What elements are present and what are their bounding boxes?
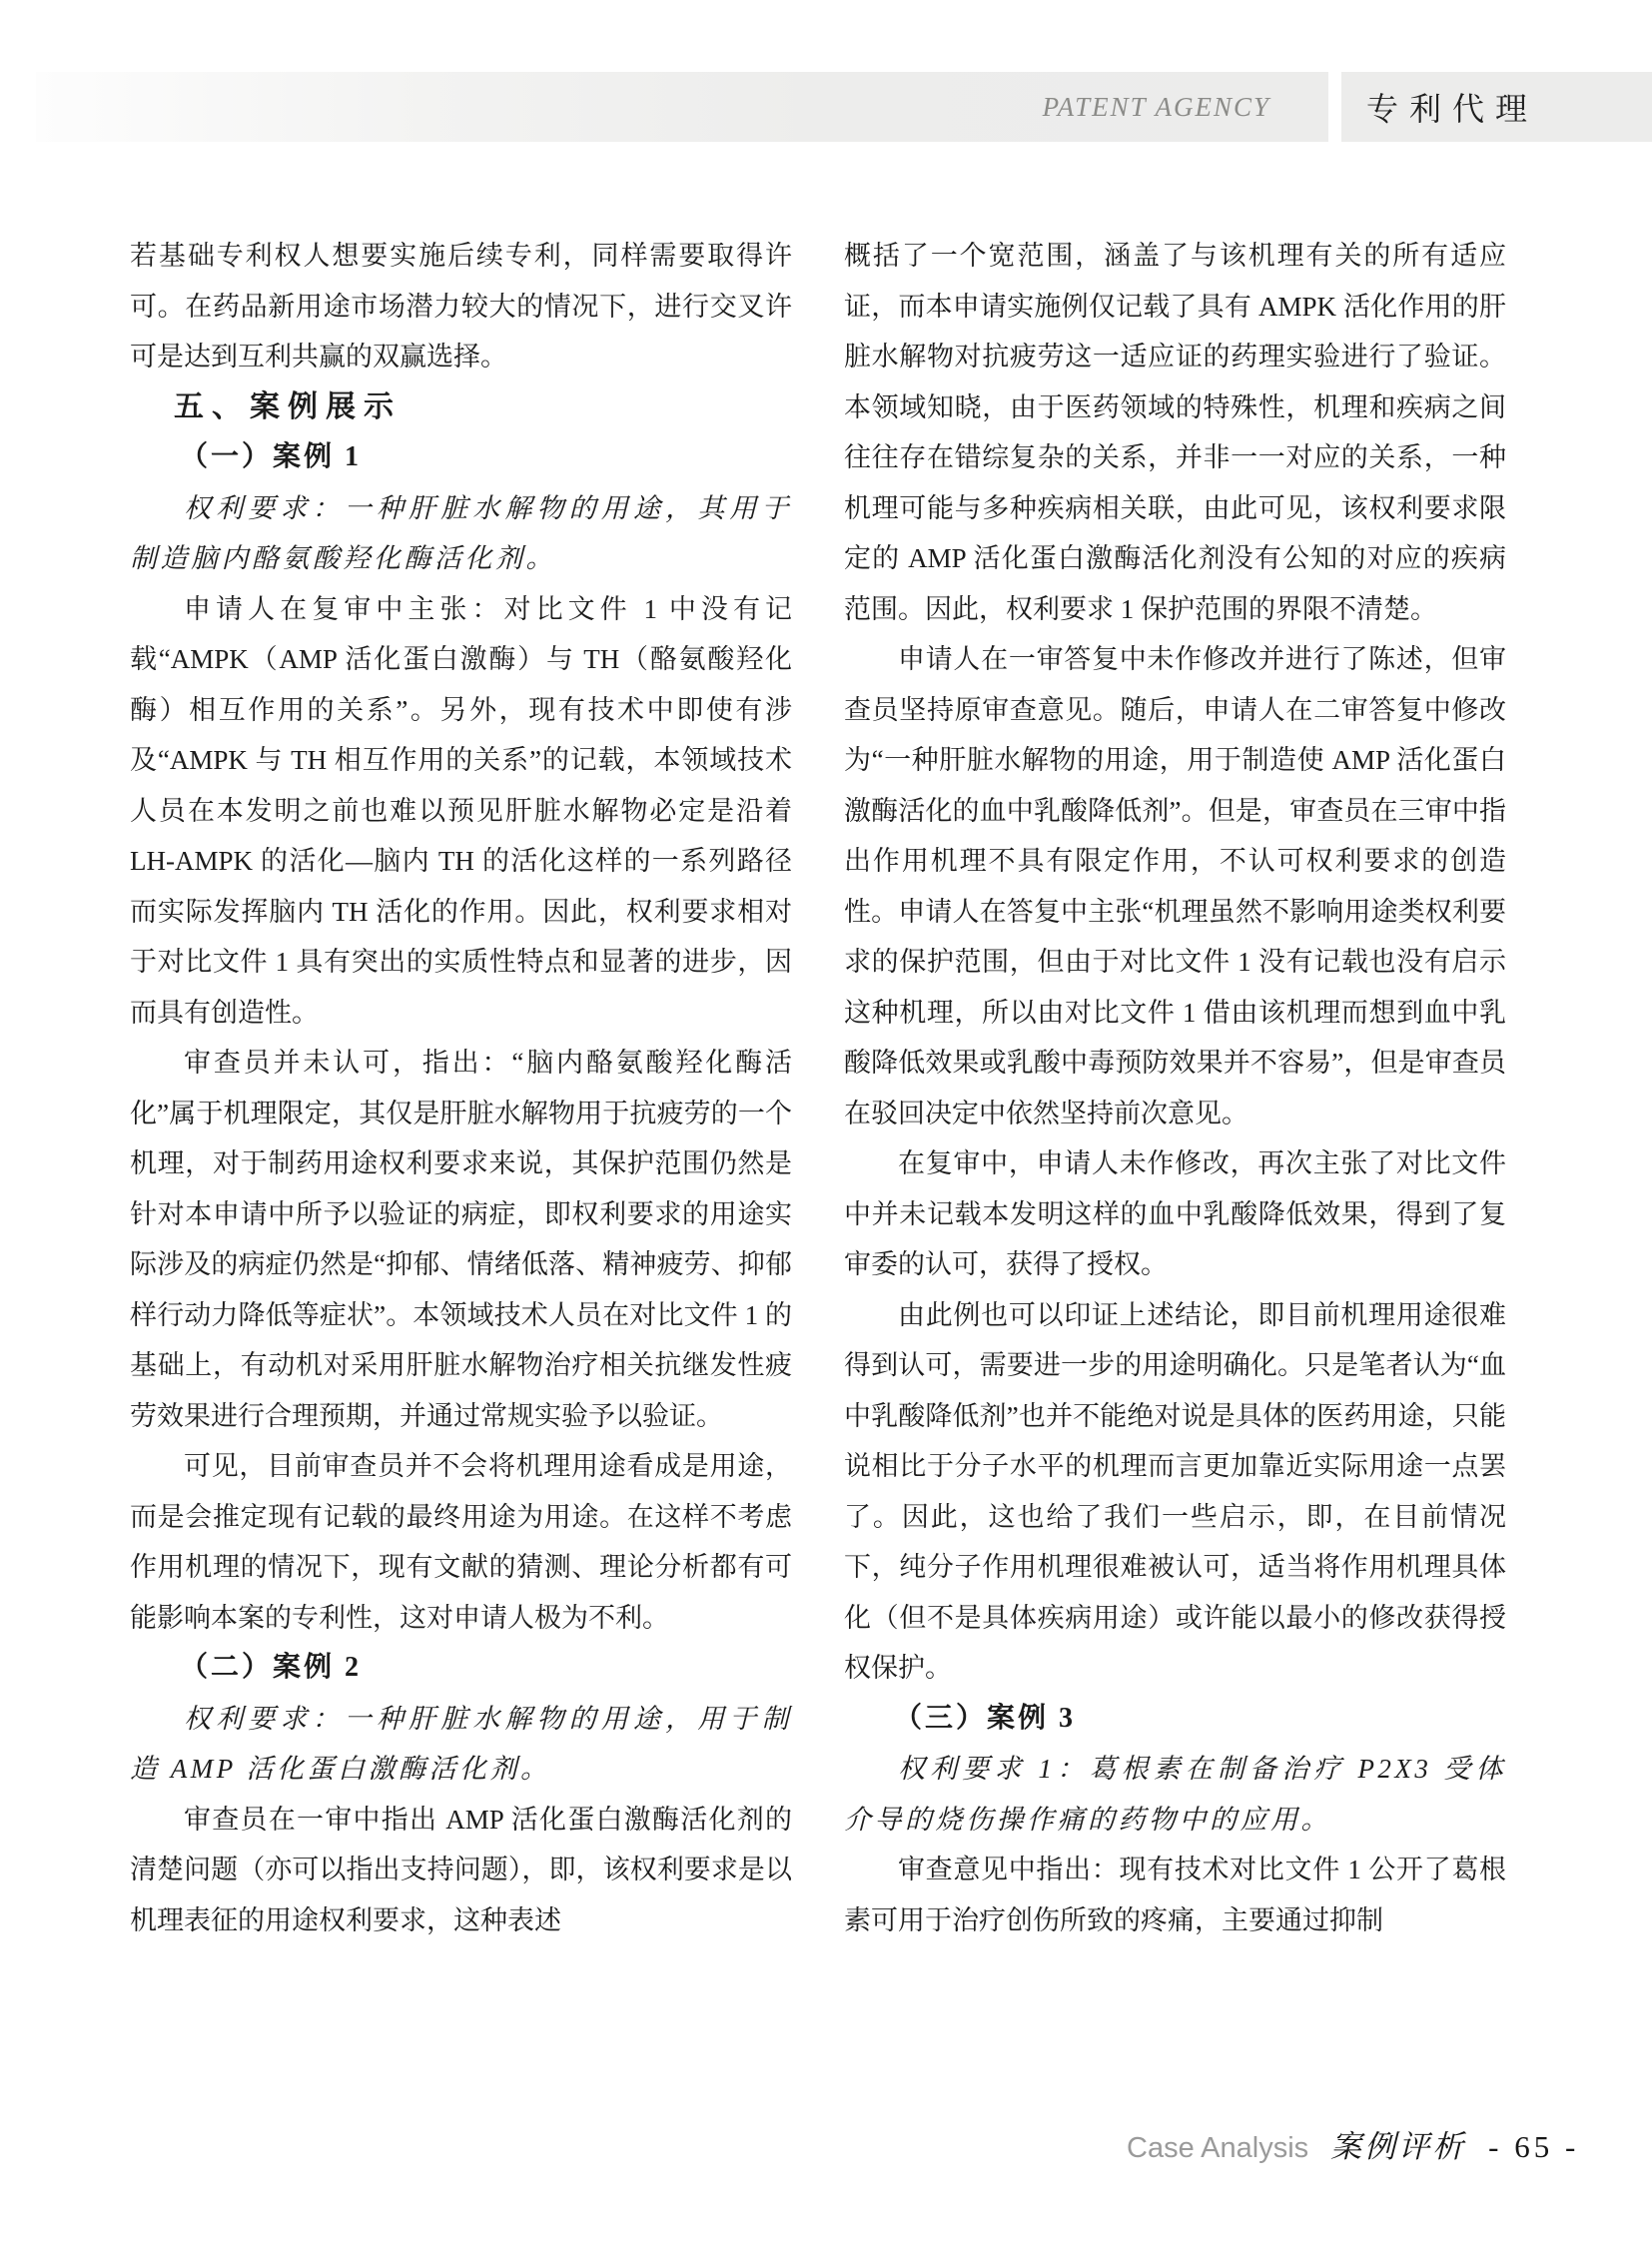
header-bar xyxy=(36,72,1328,142)
case-heading: （二）案例 2 xyxy=(180,1652,363,1683)
paragraph: 若基础专利权人想要实施后续专利，同样需要取得许可。在药品新用途市场潜力较大的情况下，进行交叉许可是达到互利共赢的双赢选择。 xyxy=(130,241,792,372)
paragraph: 在复审中，申请人未作修改，再次主张了对比文件中并未记载本发明这样的血中乳酸降低效果，得到了复审委的认可，获得了授权。 xyxy=(844,1148,1506,1279)
footer xyxy=(1127,2121,1580,2164)
journal-name-en: PATENT AGENCY xyxy=(1042,91,1270,122)
paragraph: 概括了一个宽范围，涵盖了与该机理有关的所有适应证，而本申请实施例仅记载了具有 AMPK 活化作用的肝脏水解物对抗疲劳这一适应证的药理实验进行了验证。本领域知晓，由于医药领域的特殊性，机理和疾病之间往往存在错综复杂的关系，并非一一对应的关系，一种机理可能与多种疾病相关联，由此可见，该权利要求限定的 AMP 活化蛋白激酶活化剂没有公知的对应的疾病范围。因此，权利要求 1 保护范围的界限不清楚。 xyxy=(844,241,1506,624)
case-heading: （一）案例 1 xyxy=(180,441,363,472)
page-number: - 65 - xyxy=(1488,2129,1580,2164)
paragraph: 审查员在一审中指出 AMP 活化蛋白激酶活化剂的清楚问题（亦可以指出支持问题），即，该权利要求是以机理表征的用途权利要求，这种表述 xyxy=(130,1804,792,1935)
footer-label-en: Case Analysis xyxy=(1127,2132,1309,2164)
paragraph: 申请人在一审答复中未作修改并进行了陈述，但审查员坚持原审查意见。随后，申请人在二审答复中修改为“一种肝脏水解物的用途，用于制造使 AMP 活化蛋白激酶活化的血中乳酸降低剂”。但是，审查员在三审中指出作用机理不具有限定作用，不认可权利要求的创造性。申请人在答复中主张“机理虽然不影响用途类权利要求的保护范围，但由于对比文件 1 没有记载也没有启示这种机理，所以由对比文件 1 借由该机理而想到血中乳酸降低效果或乳酸中毒预防效果并不容易”，但是审查员在驳回决定中依然坚持前次意见。 xyxy=(844,644,1506,1128)
paragraph: 可见，目前审查员并不会将机理用途看成是用途，而是会推定现有记载的最终用途为用途。在这样不考虑作用机理的情况下，现有文献的猜测、理论分析都有可能影响本案的专利性，这对申请人极为不利。 xyxy=(130,1451,792,1633)
case-heading: 五、案例展示 xyxy=(174,389,402,423)
right-column xyxy=(844,231,1506,1945)
paragraph: 审查员并未认可，指出：“脑内酪氨酸羟化酶活化”属于机理限定，其仅是肝脏水解物用于抗疲劳的一个机理，对于制药用途权利要求来说，其保护范围仍然是针对本申请中所予以验证的病症，即权利要求的用途实际涉及的病症仍然是“抑郁、情绪低落、精神疲劳、抑郁样行动力降低等症状”。本领域技术人员在对比文件 1 的基础上，有动机对采用肝脏水解物治疗相关抗继发性疲劳效果进行合理预期，并通过常规实验予以验证。 xyxy=(130,1048,792,1431)
section-tab xyxy=(1341,72,1652,142)
paragraph: 由此例也可以印证上述结论，即目前机理用途很难得到认可，需要进一步的用途明确化。只是笔者认为“血中乳酸降低剂”也并不能绝对说是具体的医药用途，只能说相比于分子水平的机理而言更加靠近实际用途一点罢了。因此，这也给了我们一些启示，即，在目前情况下，纯分子作用机理很难被认可，适当将作用机理具体化（但不是具体疾病用途）或许能以最小的修改获得授权保护。 xyxy=(844,1299,1506,1683)
section-name-cn: 专利代理 xyxy=(1366,91,1539,127)
paragraph: 申请人在复审中主张：对比文件 1 中没有记载“AMPK（AMP 活化蛋白激酶）与 TH（酪氨酸羟化酶）相互作用的关系”。另外，现有技术中即使有涉及“AMPK 与 TH 相互作用的关系”的记载，本领域技术人员在本发明之前也难以预见肝脏水解物必定是沿着 LH-AMPK 的活化—脑内 TH 的活化这样的一系列路径而实际发挥脑内 TH 活化的作用。因此，权利要求相对于对比文件 1 具有突出的实质性特点和显著的进步，因而具有创造性。 xyxy=(130,593,792,1028)
paragraph: 权利要求：一种肝脏水解物的用途，其用于制造脑内酪氨酸羟化酶活化剂。 xyxy=(130,492,792,573)
case-heading: （三）案例 3 xyxy=(894,1702,1077,1734)
paragraph: 审查意见中指出：现有技术对比文件 1 公开了葛根素可用于治疗创伤所致的疼痛，主要通过抑制 xyxy=(844,1855,1506,1935)
left-column xyxy=(130,231,792,1945)
paragraph: 权利要求 1：葛根素在制备治疗 P2X3 受体介导的烧伤操作痛的药物中的应用。 xyxy=(844,1754,1506,1835)
footer-label-cn: 案例评析 xyxy=(1330,2129,1467,2164)
paragraph: 权利要求：一种肝脏水解物的用途，用于制造 AMP 活化蛋白激酶活化剂。 xyxy=(130,1703,792,1784)
